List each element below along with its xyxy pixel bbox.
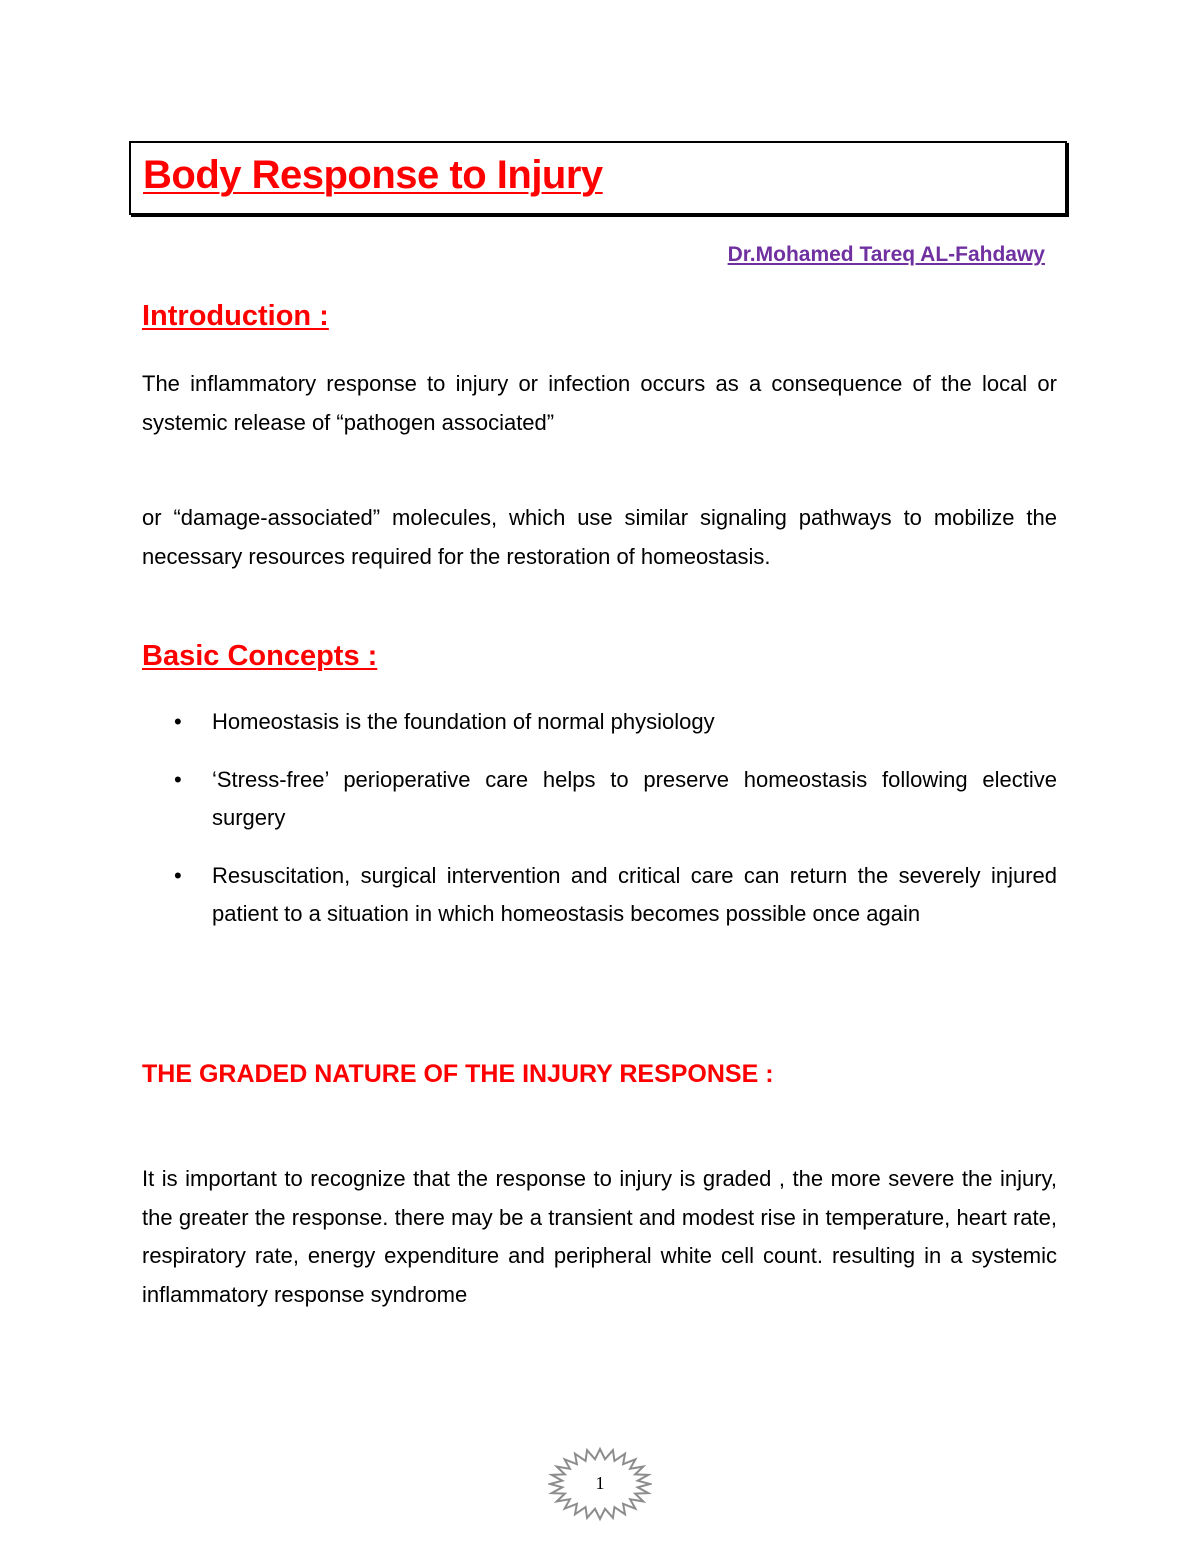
- page-number-badge: [548, 1447, 652, 1521]
- list-item-text: Homeostasis is the foundation of normal physiology: [212, 709, 715, 734]
- list-item-text: Resuscitation, surgical intervention and critical care can return the severely injured patient to a situation in which homeostasis becomes possible once again: [212, 862, 1057, 926]
- list-item-text: ‘Stress-free’ perioperative care helps to preserve homeostasis following elective surgery: [212, 766, 1057, 830]
- bullet-icon: •: [174, 862, 182, 888]
- graded-nature-paragraph: It is important to recognize that the response to injury is graded , the more severe the injury, the greater the response. there may be a transient and modest rise in temperature, heart rate, respiratory rate, energy expenditure and peripheral white cell count. resulting in a systemic inflammatory response syndrome: [142, 1166, 1057, 1307]
- page-number: 1: [595, 1473, 605, 1493]
- bullet-icon: •: [174, 709, 182, 734]
- list-item: [142, 703, 1057, 742]
- introduction-paragraph-1: The inflammatory response to injury or infection occurs as a consequence of the local or systemic release of “pathogen associated”: [142, 371, 1057, 435]
- title-box: [129, 141, 1067, 215]
- graded-nature-heading: THE GRADED NATURE OF THE INJURY RESPONSE :: [142, 1060, 774, 1088]
- list-item: [142, 857, 1057, 934]
- list-item: [142, 761, 1057, 838]
- bullet-icon: •: [174, 766, 182, 792]
- document-title: Body Response to Injury: [143, 153, 603, 197]
- basic-concepts-heading: Basic Concepts :: [142, 640, 378, 672]
- author-name: Dr.Mohamed Tareq AL-Fahdawy: [727, 243, 1045, 266]
- introduction-paragraph-2: or “damage-associated” molecules, which use similar signaling pathways to mobilize the necessary resources required for the restoration of homeostasis.: [142, 505, 1057, 569]
- introduction-heading: Introduction :: [142, 300, 329, 332]
- basic-concepts-list: [142, 703, 1057, 934]
